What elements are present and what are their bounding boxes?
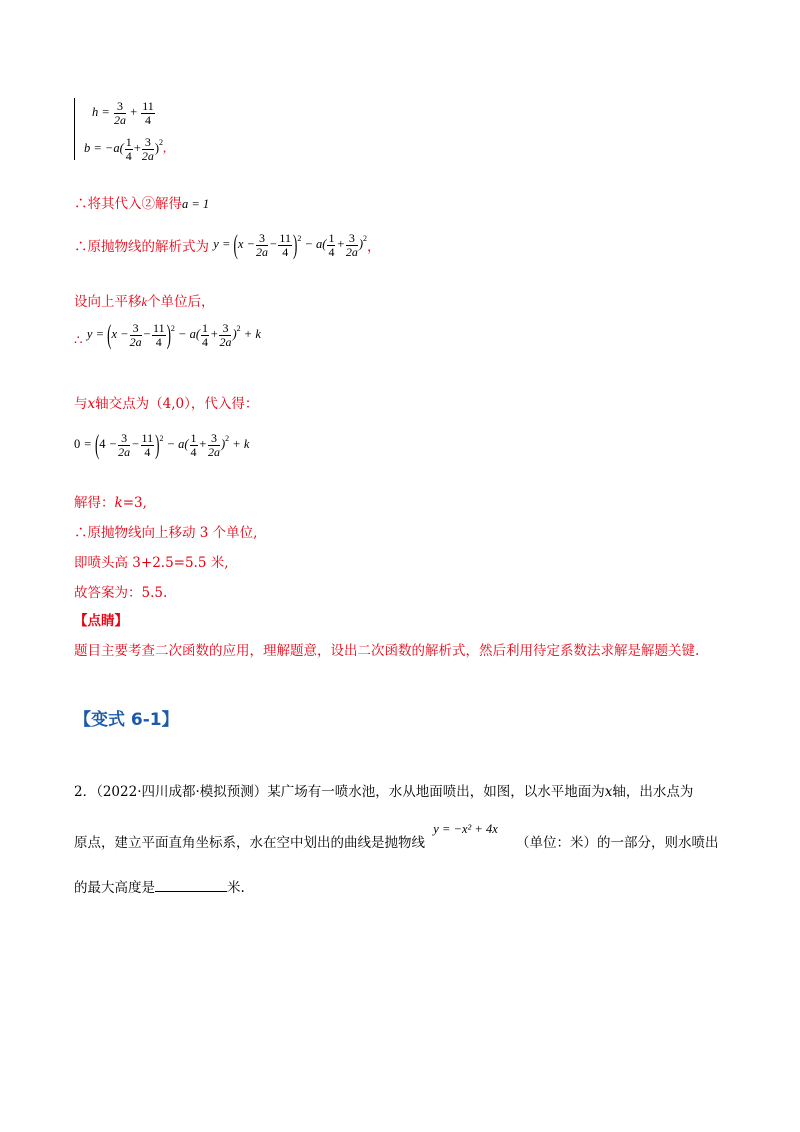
- text: 与: [74, 396, 88, 412]
- fraction: $\frac{3}{2a}$: [141, 135, 154, 163]
- text: 轴，出水点为: [612, 784, 694, 800]
- comma: ,: [163, 140, 167, 155]
- text: 轴交点为（4,0），代入得：: [95, 396, 259, 412]
- original-parabola-formula: y = (x − $\frac{3}{2a}$ − $\frac{11}{4}$ )$^2$ − a( $\frac{1}{4}$ + $\frac{3}{2a}$ )$^2$: [213, 228, 368, 260]
- fraction: $\frac{1}{4}$: [125, 135, 132, 163]
- fraction: $\frac{3}{2a}$: [113, 99, 126, 127]
- substitution-equation: 0 = (4 − $\frac{3}{2a}$ − $\frac{11}{4}$ )$^2$ − a( $\frac{1}{4}$ + $\frac{3}{2a}$ )$^2$ + k: [74, 428, 250, 460]
- question-line-1: [74, 780, 693, 800]
- text: ∴原抛物线的解析式为: [74, 239, 209, 256]
- solution-line-9: 即喷头高 3+2.5=5.5 米,: [74, 555, 229, 571]
- k-variable: k: [141, 295, 148, 309]
- solution-line-8: ∴原抛物线向上移动 3 个单位,: [74, 525, 258, 541]
- text: =3,: [122, 495, 147, 511]
- solution-line-4: [74, 318, 261, 350]
- text: ∴将其代入②解得: [74, 196, 182, 212]
- h-lhs: h =: [92, 104, 110, 119]
- comma: ，: [367, 239, 381, 256]
- shifted-parabola-formula: y = (x − $\frac{3}{2a}$ − $\frac{11}{4}$ )$^2$ − a( $\frac{1}{4}$ + $\frac{3}{2a}$ )$^2$ + k: [86, 318, 261, 350]
- text: 2．（2022·四川成都·模拟预测）某广场有一喷水池，水从地面喷出，如图，以水平地面为: [74, 784, 605, 800]
- b-lhs: b = −a(: [84, 140, 124, 155]
- x-variable: x: [87, 396, 96, 412]
- question-line-3: [74, 876, 245, 896]
- system-brace: [74, 98, 75, 160]
- k-variable: k: [114, 495, 123, 511]
- solution-line-5: [74, 392, 258, 412]
- therefore-symbol: ∴: [74, 332, 83, 349]
- variant-heading: 【变式 6-1】: [74, 710, 179, 730]
- system-equation-b: b = −a( $\frac{1}{4}$ + $\frac{3}{2a}$ )$^2$,: [84, 135, 167, 163]
- point-text: 题目主要考查二次函数的应用，理解题意，设出二次函数的解析式，然后利用待定系数法求解是解题关键.: [74, 643, 700, 659]
- parabola-formula: y = −x² + 4x: [433, 822, 498, 836]
- system-equation-h: h = $\frac{3}{2a}$ + $\frac{11}{4}$: [92, 99, 154, 127]
- text: 个单位后，: [147, 294, 215, 310]
- solution-line-2: [74, 228, 381, 260]
- answer-blank[interactable]: [155, 879, 227, 892]
- solution-line-7: [74, 491, 147, 511]
- question-line-2: [74, 822, 719, 851]
- text: 米.: [227, 880, 245, 896]
- fraction: $\frac{11}{4}$: [142, 99, 154, 127]
- text: 设向上平移: [74, 294, 142, 310]
- text: 原点，建立平面直角坐标系，水在空中划出的曲线是抛物线: [74, 835, 425, 851]
- solution-line-1: [74, 192, 209, 212]
- x-variable: x: [604, 784, 613, 800]
- solution-line-3: [74, 290, 215, 310]
- text: （单位：米）的一部分，则水喷出: [516, 835, 719, 851]
- text: 解得：: [74, 495, 115, 511]
- a-equals-1: a = 1: [182, 197, 210, 211]
- solution-line-10: 故答案为：5.5.: [74, 585, 168, 601]
- point-label: 【点睛】: [74, 613, 128, 629]
- text: 的最大高度是: [74, 880, 155, 896]
